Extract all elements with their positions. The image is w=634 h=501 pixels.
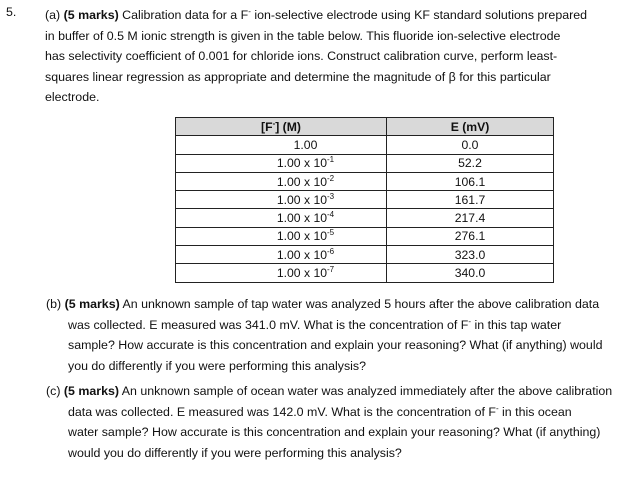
part-b-text: [46, 294, 626, 376]
part-c-marks: (5 marks): [63, 384, 120, 398]
part-b-line1: (b) (5 marks) An unknown sample of tap water was analyzed 5 hours after the above calibration data: [46, 297, 600, 311]
potential-cell: 217.4: [387, 209, 554, 227]
calibration-table-wrapper: [175, 117, 554, 283]
table-row: [176, 264, 554, 282]
potential-cell: 323.0: [387, 246, 554, 264]
table-row: [176, 172, 554, 190]
part-b-label: (b): [46, 297, 62, 311]
part-a-label: (a): [45, 8, 61, 22]
fluoride-charge: -: [248, 6, 251, 16]
table-header-row: [176, 118, 554, 136]
table-row: [176, 191, 554, 209]
header-concentration: [F-] (M): [176, 118, 387, 136]
potential-cell: 52.2: [387, 154, 554, 172]
part-a-line: [45, 5, 630, 26]
table-row: [176, 136, 554, 154]
concentration-cell: 1.00 x $10^{-7}$: [176, 264, 387, 282]
concentration-cell: 1.00 x $10^{-6}$: [176, 246, 387, 264]
part-a-marks: (5 marks): [63, 8, 119, 22]
table-row: [176, 209, 554, 227]
potential-cell: 0.0: [387, 136, 554, 154]
part-a-line4: squares linear regression as appropriate and determine the magnitude of β for this particular: [45, 69, 551, 84]
part-c-line3: water sample? How accurate is this concentration and explain your reasoning? What (if anything): [68, 425, 601, 440]
part-c-label: (c): [46, 384, 61, 398]
concentration-cell: 1.00: [176, 136, 387, 154]
concentration-cell: 1.00 x $10^{-5}$: [176, 227, 387, 245]
table-row: [176, 246, 554, 264]
concentration-cell: 1.00 x $10^{-3}$: [176, 191, 387, 209]
concentration-cell: 1.00 x $10^{-2}$: [176, 172, 387, 190]
part-c-line1: (c) (5 marks) An unknown sample of ocean water was analyzed immediately after the above calibration: [46, 384, 613, 398]
part-a-line3: has selectivity coefficient of 0.001 for chloride ions. Construct calibration curve, perform least-: [45, 49, 558, 64]
potential-cell: 276.1: [387, 227, 554, 245]
part-c-line2: data was collected. E measured was 142.0 mV. What is the concentration of F- in this ocean: [68, 403, 572, 419]
part-a-line1-end: ion-selective electrode using KF standard solutions prepared: [250, 8, 588, 22]
part-b-line3: sample? How accurate is this concentration and explain your reasoning? What (if anything) would: [68, 338, 603, 353]
calibration-table: [175, 117, 554, 283]
potential-cell: 161.7: [387, 191, 554, 209]
part-c-text: [46, 381, 626, 463]
table-row: [176, 227, 554, 245]
part-a-line1: Calibration data for a F: [122, 8, 249, 22]
part-c-line4: would you do differently if you were performing this analysis?: [68, 445, 402, 460]
part-a-line5: electrode.: [45, 90, 100, 105]
part-a-line2: in buffer of 0.5 M ionic strength is given in the table below. This fluoride ion-selective electrode: [45, 28, 561, 43]
potential-cell: 340.0: [387, 264, 554, 282]
concentration-cell: 1.00 x $10^{-4}$: [176, 209, 387, 227]
potential-cell: 106.1: [387, 172, 554, 190]
part-b-line2: was collected. E measured was 341.0 mV. What is the concentration of F- in this tap water: [68, 316, 562, 332]
question-number: 5.: [6, 5, 17, 19]
table-row: [176, 154, 554, 172]
header-potential: E (mV): [387, 118, 554, 136]
part-b-marks: (5 marks): [64, 297, 120, 311]
concentration-cell: 1.00 x $10^{-1}$: [176, 154, 387, 172]
part-b-line4: you do differently if you were performing this analysis?: [68, 358, 366, 373]
part-a-text: [45, 5, 630, 108]
